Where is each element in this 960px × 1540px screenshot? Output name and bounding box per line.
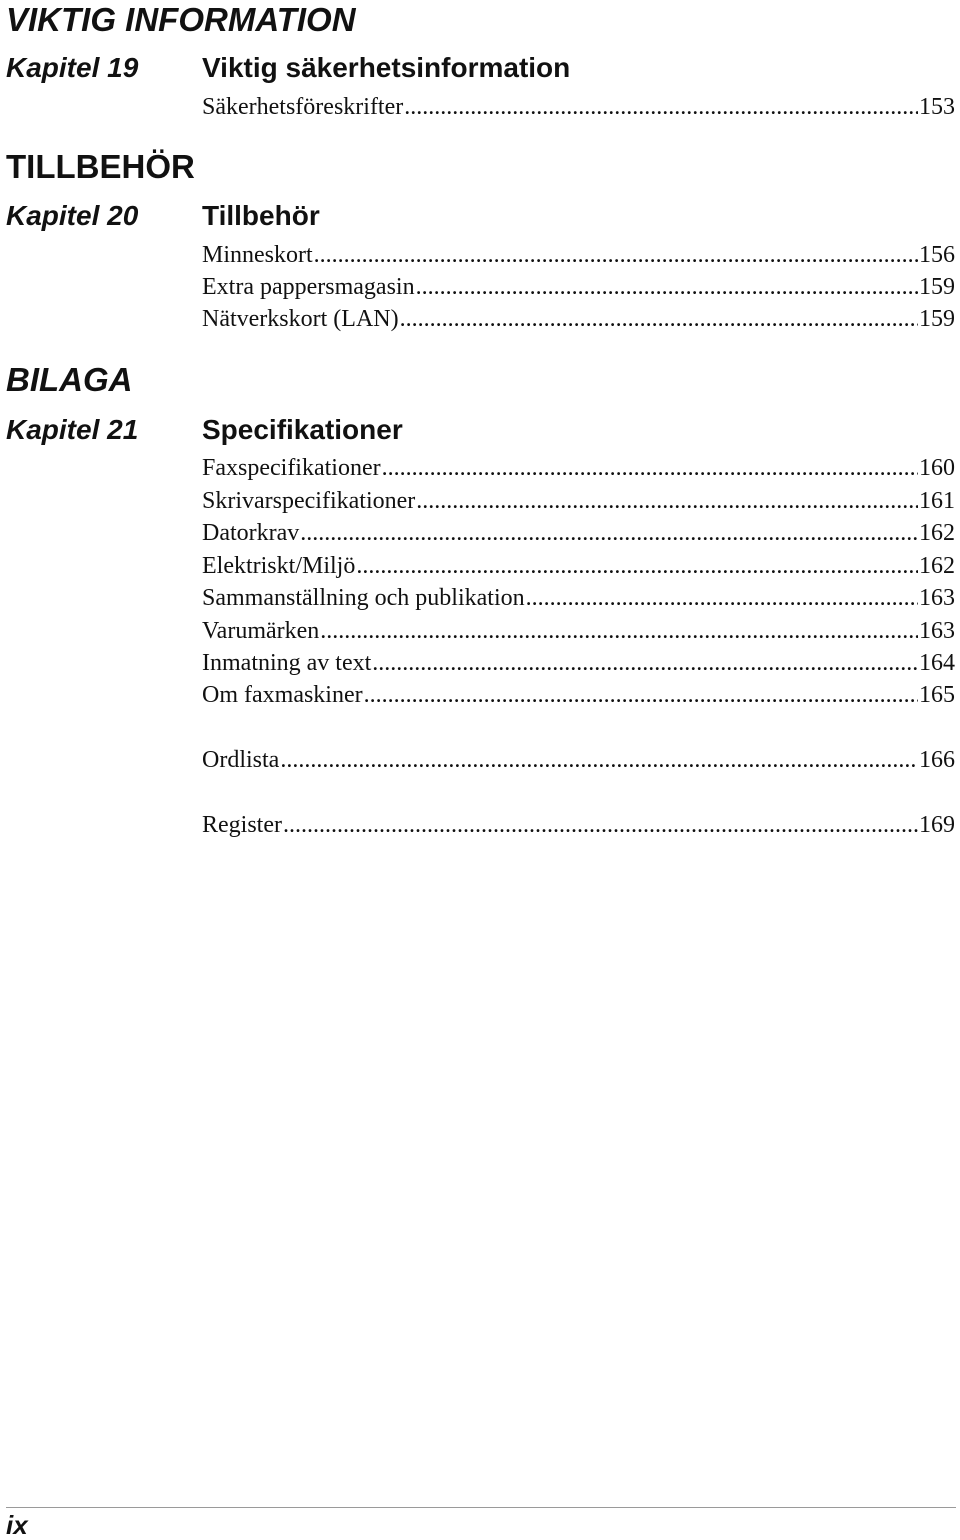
- toc-entry-page: 166: [919, 747, 955, 773]
- toc-entry[interactable]: [202, 615, 955, 647]
- part-title-bilaga: BILAGA: [6, 361, 133, 398]
- toc-entry[interactable]: [202, 647, 955, 679]
- chapter-label: Kapitel 20: [6, 200, 139, 231]
- dot-leader: [404, 91, 918, 123]
- toc-entry-page: 163: [919, 585, 955, 611]
- toc-entry-page: 161: [919, 488, 955, 514]
- toc-entry-title: Om faxmaskiner: [202, 682, 363, 708]
- toc-entry-title: Nätverkskort (LAN): [202, 306, 399, 332]
- chapter-title: Specifikationer: [202, 414, 403, 445]
- dot-leader: [382, 452, 918, 484]
- part-title-tillbehor: TILLBEHÖR: [6, 148, 195, 185]
- toc-entry-page: 163: [919, 618, 955, 644]
- toc-entry-title: Inmatning av text: [202, 650, 372, 676]
- toc-entry-title: Minneskort: [202, 242, 313, 268]
- toc-entry[interactable]: [202, 582, 955, 614]
- footer-divider: [6, 1507, 956, 1508]
- toc-entry-title: Elektriskt/Miljö: [202, 553, 356, 579]
- toc-entry[interactable]: [202, 485, 955, 517]
- toc-entry[interactable]: [202, 91, 955, 123]
- dot-leader: [372, 647, 918, 679]
- chapter-label: Kapitel 19: [6, 52, 139, 83]
- toc-entry-page: 162: [919, 520, 955, 546]
- toc-entry[interactable]: [202, 271, 955, 303]
- dot-leader: [526, 582, 918, 614]
- dot-leader: [364, 679, 918, 711]
- toc-entry-title: Datorkrav: [202, 520, 300, 546]
- toc-entry[interactable]: [202, 517, 955, 549]
- toc-entry-ordlista[interactable]: [202, 744, 955, 776]
- toc-entry-page: 164: [919, 650, 955, 676]
- toc-entry[interactable]: [202, 239, 955, 271]
- page-number: ix: [6, 1510, 28, 1540]
- toc-entry-title: Sammanställning och publikation: [202, 585, 525, 611]
- toc-entry[interactable]: [202, 303, 955, 335]
- chapter-label: Kapitel 21: [6, 414, 139, 445]
- toc-entry-page: 162: [919, 553, 955, 579]
- dot-leader: [356, 550, 918, 582]
- chapter-title: Viktig säkerhetsinformation: [202, 52, 571, 83]
- toc-entry-title: Varumärken: [202, 618, 320, 644]
- toc-entry-title: Faxspecifikationer: [202, 455, 381, 481]
- dot-leader: [416, 271, 918, 303]
- toc-entry-page: 165: [919, 682, 955, 708]
- dot-leader: [400, 303, 918, 335]
- toc-entry[interactable]: [202, 679, 955, 711]
- chapter-title: Tillbehör: [202, 200, 320, 231]
- dot-leader: [280, 744, 918, 776]
- toc-entry-page: 169: [919, 812, 955, 838]
- toc-entry[interactable]: [202, 452, 955, 484]
- toc-entry-title: Säkerhetsföreskrifter: [202, 94, 404, 120]
- toc-entry-page: 159: [919, 274, 955, 300]
- toc-entry-page: 160: [919, 455, 955, 481]
- toc-entry-title: Register: [202, 812, 282, 838]
- dot-leader: [320, 615, 918, 647]
- toc-entry-page: 156: [919, 242, 955, 268]
- dot-leader: [283, 809, 918, 841]
- toc-entry[interactable]: [202, 550, 955, 582]
- toc-entry-title: Extra pappersmagasin: [202, 274, 415, 300]
- toc-entry-page: 153: [919, 94, 955, 120]
- part-title-viktig-information: VIKTIG INFORMATION: [6, 1, 356, 38]
- dot-leader: [300, 517, 918, 549]
- toc-entry-title: Ordlista: [202, 747, 280, 773]
- dot-leader: [416, 485, 918, 517]
- toc-entry-page: 159: [919, 306, 955, 332]
- dot-leader: [314, 239, 918, 271]
- toc-entry-register[interactable]: [202, 809, 955, 841]
- toc-entry-title: Skrivarspecifikationer: [202, 488, 416, 514]
